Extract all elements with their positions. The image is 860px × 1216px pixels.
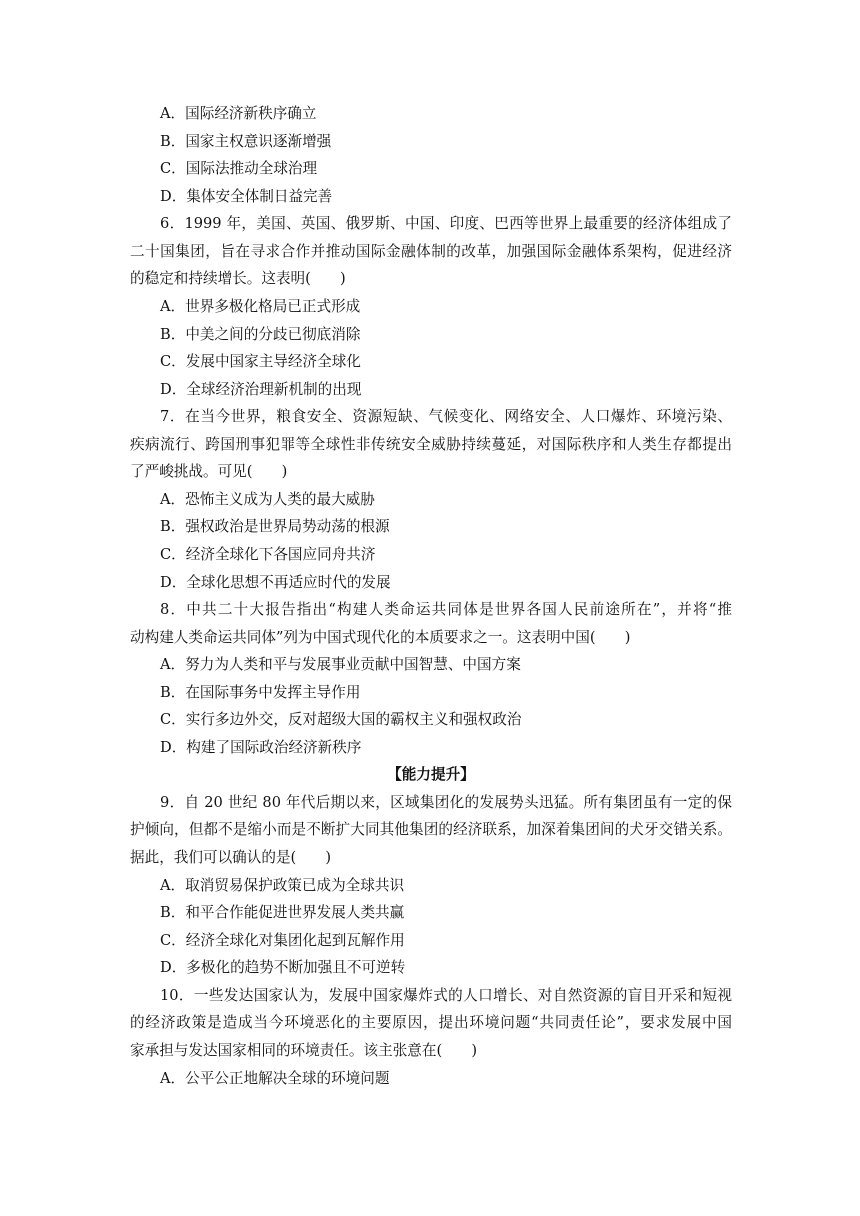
q7-option-c: C．经济全球化下各国应同舟共济 [160, 546, 376, 563]
q8-stem-line-2: 动构建人类命运共同体”列为中国式现代化的本质要求之一。这表明中国( ) [130, 629, 631, 646]
q6-option-d: D．全球经济治理新机制的出现 [160, 381, 362, 398]
q7-stem-line-2: 疾病流行、跨国刑事犯罪等全球性非传统安全威胁持续蔓延，对国际秩序和人类生存都提出 [130, 436, 732, 453]
q9-stem-line-2: 护倾向，但都不是缩小而是不断扩大同其他集团的经济联系，加深着集团间的犬牙交错关系。 [130, 821, 732, 838]
q7-stem-line-3: 了严峻挑战。可见( ) [130, 463, 288, 480]
q7-option-d: D．全球化思想不再适应时代的发展 [160, 574, 391, 591]
q9-option-c: C．经济全球化对集团化起到瓦解作用 [160, 932, 405, 949]
q10-stem-line-1: 10．一些发达国家认为，发展中国家爆炸式的人口增长、对自然资源的盲目开采和短视 [160, 987, 732, 1004]
q9-option-d: D．多极化的趋势不断加强且不可逆转 [160, 959, 406, 976]
q8-option-d: D．构建了国际政治经济新秩序 [160, 739, 362, 756]
q8-option-c: C．实行多边外交，反对超级大国的霸权主义和强权政治 [160, 711, 522, 728]
q9-stem-line-3: 据此，我们可以确认的是( ) [130, 849, 332, 866]
q5-option-a: A．国际经济新秩序确立 [160, 105, 317, 122]
q6-option-a: A．世界多极化格局已正式形成 [160, 298, 361, 315]
q9-option-a: A．取消贸易保护政策已成为全球共识 [160, 877, 405, 894]
q7-option-a: A．恐怖主义成为人类的最大威胁 [160, 491, 375, 508]
section-heading: 【能力提升】 [387, 766, 475, 783]
q8-option-b: B．在国际事务中发挥主导作用 [160, 684, 361, 701]
q5-option-c: C．国际法推动全球治理 [160, 160, 318, 177]
q6-stem-line-2: 二十国集团，旨在寻求合作并推动国际金融体制的改革，加强国际金融体系架构，促进经济 [130, 243, 732, 260]
q6-stem-line-1: 6．1999 年，美国、英国、俄罗斯、中国、印度、巴西等世界上最重要的经济体组成了 [160, 215, 732, 232]
q6-option-b: B．中美之间的分歧已彻底消除 [160, 326, 361, 343]
q10-stem-line-3: 家承担与发达国家相同的环境责任。该主张意在( ) [130, 1042, 478, 1059]
q9-stem-line-1: 9．自 20 世纪 80 年代后期以来，区域集团化的发展势头迅猛。所有集团虽有一定的保 [160, 794, 732, 811]
q7-stem-line-1: 7．在当今世界，粮食安全、资源短缺、气候变化、网络安全、人口爆炸、环境污染、 [160, 408, 732, 425]
q7-option-b: B．强权政治是世界局势动荡的根源 [160, 518, 390, 535]
q5-option-d: D．集体安全体制日益完善 [160, 188, 333, 205]
q6-option-c: C．发展中国家主导经济全球化 [160, 353, 361, 370]
q5-option-b: B．国家主权意识逐渐增强 [160, 133, 332, 150]
q9-option-b: B．和平合作能促进世界发展人类共赢 [160, 904, 405, 921]
q8-option-a: A．努力为人类和平与发展事业贡献中国智慧、中国方案 [160, 656, 521, 673]
q10-stem-line-2: 的经济政策是造成当今环境恶化的主要原因，提出环境问题“共同责任论”，要求发展中国 [130, 1014, 732, 1031]
q8-stem-line-1: 8．中共二十大报告指出“构建人类命运共同体是世界各国人民前途所在”，并将“推 [160, 601, 732, 618]
q6-stem-line-3: 的稳定和持续增长。这表明( ) [130, 270, 346, 287]
q10-option-a: A．公平公正地解决全球的环境问题 [160, 1070, 390, 1087]
